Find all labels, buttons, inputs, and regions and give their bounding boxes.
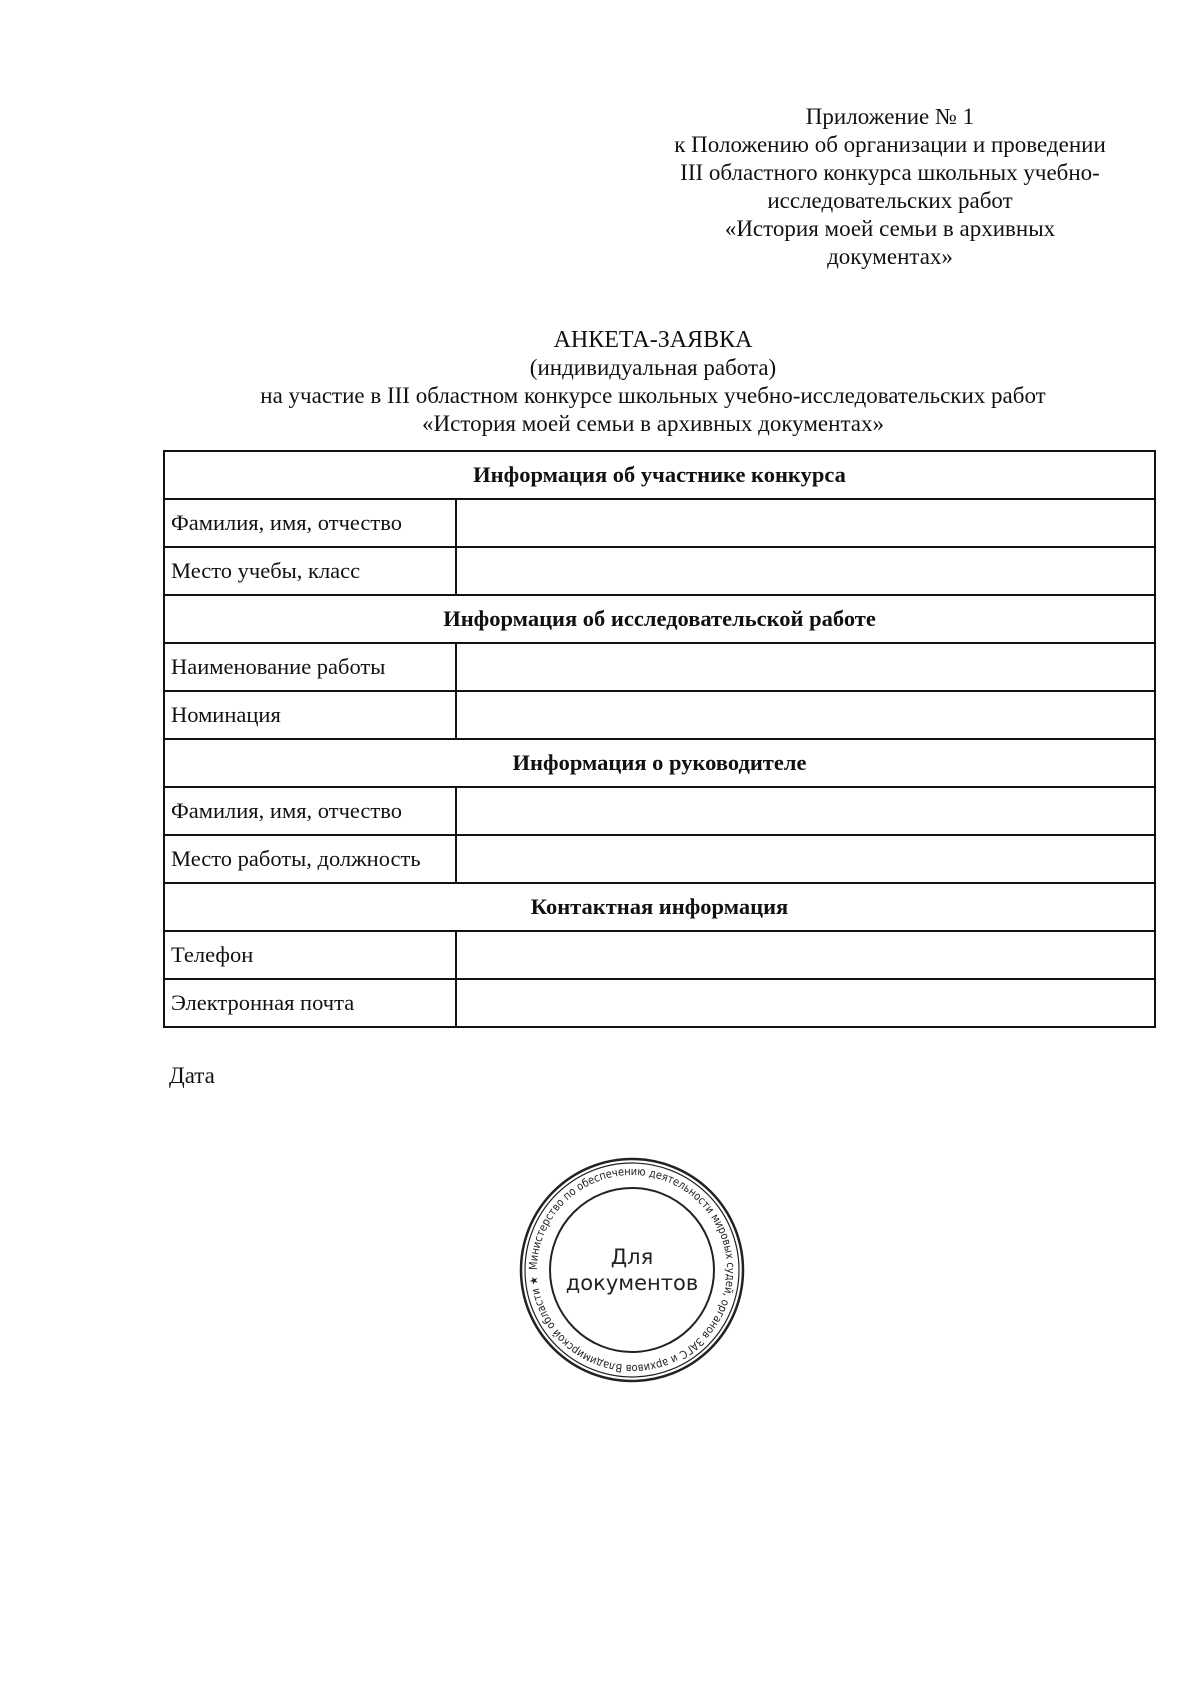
appendix-line: к Положению об организации и проведении: [674, 132, 1106, 157]
application-form-table: [163, 450, 1156, 1028]
date-label: Дата: [169, 1063, 215, 1088]
field-label: Электронная почта: [164, 979, 456, 1027]
stamp-outer-ring: [521, 1159, 743, 1381]
form-row: [164, 835, 1155, 883]
section-header-row: [164, 883, 1155, 931]
section-header: Контактная информация: [164, 883, 1155, 931]
section-header-row: [164, 451, 1155, 499]
form-purpose: на участие в III областном конкурсе школьных учебно-исследовательских работ: [260, 383, 1046, 408]
form-row: [164, 691, 1155, 739]
supervisor-name-field[interactable]: [456, 787, 1155, 835]
field-label: Номинация: [164, 691, 456, 739]
section-header-row: [164, 739, 1155, 787]
field-label: Телефон: [164, 931, 456, 979]
form-subtitle: (индивидуальная работа): [529, 355, 777, 380]
stamp-center-line-2: документов: [565, 1271, 699, 1295]
participant-name-field[interactable]: [456, 499, 1155, 547]
form-row: [164, 787, 1155, 835]
form-title-block: [150, 326, 1156, 438]
form-row: [164, 979, 1155, 1027]
section-header: Информация об исследовательской работе: [164, 595, 1155, 643]
official-stamp: [517, 1155, 747, 1385]
stamp-inner-ring: [550, 1188, 714, 1352]
field-label: Фамилия, имя, отчество: [164, 787, 456, 835]
section-header: Информация о руководителе: [164, 739, 1155, 787]
appendix-line: Приложение № 1: [805, 104, 975, 129]
form-row: [164, 931, 1155, 979]
work-title-field[interactable]: [456, 643, 1155, 691]
section-header: Информация об участнике конкурса: [164, 451, 1155, 499]
field-label: Место работы, должность: [164, 835, 456, 883]
stamp-center-line-1: Для: [610, 1245, 654, 1269]
form-row: [164, 499, 1155, 547]
stamp-ring-textpath: Министерство по обеспечению деятельности мировых судей, органов ЗАГС и архивов Владимирской области ★: [526, 1164, 738, 1376]
contest-name: «История моей семьи в архивных документах»: [422, 411, 884, 436]
section-header-row: [164, 595, 1155, 643]
field-label: Наименование работы: [164, 643, 456, 691]
appendix-line: документах»: [827, 244, 953, 269]
nomination-field[interactable]: [456, 691, 1155, 739]
field-label: Фамилия, имя, отчество: [164, 499, 456, 547]
appendix-line: III областного конкурса школьных учебно-: [680, 160, 1100, 185]
participant-school-field[interactable]: [456, 547, 1155, 595]
appendix-line: исследовательских работ: [767, 188, 1013, 213]
form-row: [164, 643, 1155, 691]
email-field[interactable]: [456, 979, 1155, 1027]
form-title: АНКЕТА-ЗАЯВКА: [553, 327, 753, 353]
stamp-ring-text: [527, 1165, 737, 1375]
appendix-line: «История моей семьи в архивных: [724, 216, 1056, 241]
field-label: Место учебы, класс: [164, 547, 456, 595]
supervisor-workplace-field[interactable]: [456, 835, 1155, 883]
form-row: [164, 547, 1155, 595]
stamp-outer-ring-inner: [525, 1163, 739, 1377]
phone-field[interactable]: [456, 931, 1155, 979]
appendix-block: [640, 103, 1140, 271]
